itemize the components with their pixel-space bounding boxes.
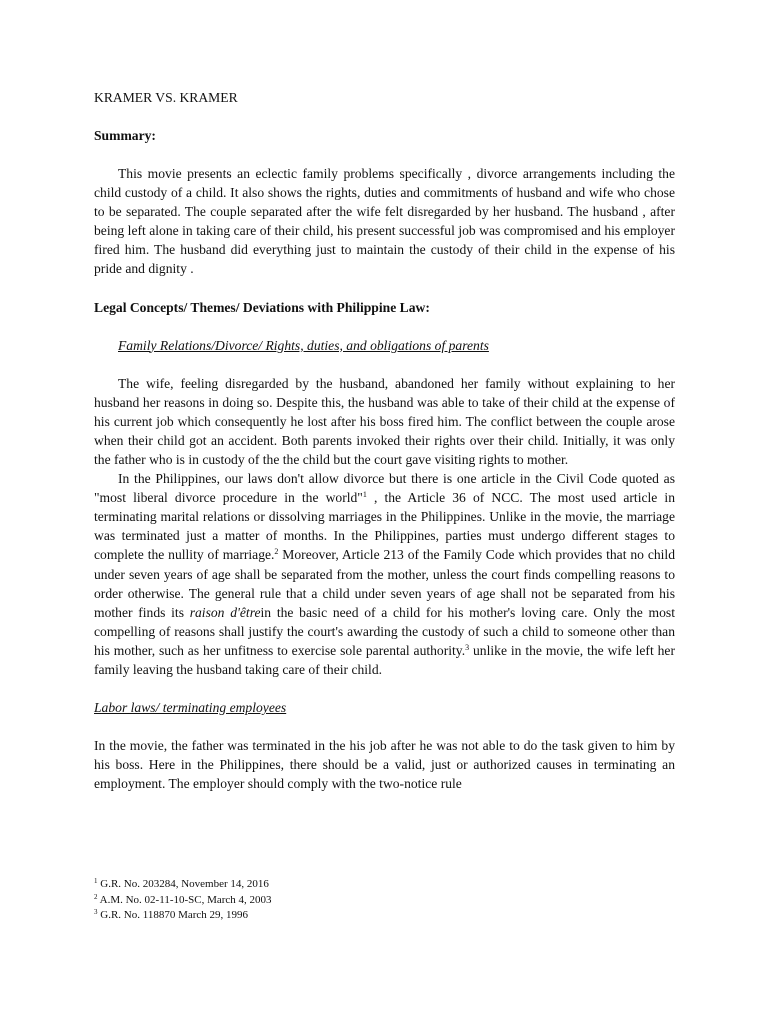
document-title: KRAMER VS. KRAMER	[94, 90, 238, 105]
labor-laws-subheading: Labor laws/ terminating employees	[94, 700, 287, 716]
footnote-ref-2: 2	[274, 547, 279, 557]
footnote-3	[94, 908, 494, 924]
footnote-ref-1: 1	[362, 490, 367, 500]
summary-heading: Summary:	[94, 128, 156, 143]
document-body	[94, 88, 675, 793]
footnote-ref-3: 3	[465, 642, 470, 652]
footnote-number: 1	[94, 877, 98, 885]
family-paragraph-1: The wife, feeling disregarded by the husband, abandoned her family without explaining to her husband her reasons in doing so. Despite this, the husband was able to take of their child at the expense of his current job which consequently he lost after his boss fired him. The conflict between the couple arose when their child got an accident. Both parents invoked their rights over their child. Initially, it was only the father who is in custody of the the child but the court gave visiting rights to mother.	[94, 375, 675, 467]
family-relations-subheading: Family Relations/Divorce/ Rights, duties, and obligations of parents	[118, 337, 489, 353]
footnote-number: 3	[94, 908, 98, 916]
footnote-1	[94, 877, 494, 893]
footnote-2	[94, 893, 494, 909]
footnote-number: 2	[94, 892, 98, 901]
footnote-text: G.R. No. 118870 March 29, 1996	[97, 909, 249, 921]
footnote-text: G.R. No. 203284, November 14, 2016	[97, 878, 269, 890]
text-run: Moreover, Article 213 of the Family Code which provides that no child under seven years of age shall be separated from the mother, unless the court finds compelling reasons to order otherwise. The general rule that a child under seven years of age shall not be separated from his mother finds its	[94, 547, 675, 620]
text-run: , the Article 36 of NCC. The most used article in terminating marital relations or dissolving marriages in the Philippines. Unlike in the movie, the marriage was terminated just a matter of months. In the Philippines, parties must undergo different stages to complete the nullity of marriage.	[94, 490, 675, 563]
summary-paragraph: This movie presents an eclectic family problems specifically , divorce arrangements including the child custody of a child. It also shows the rights, duties and commitments of husband and wife who chose to be separated. The couple separated after the wife felt disregarded by her husband. The husband , after being left alone in taking care of their child, his present successful job was compromised and his employer fired him. The husband did everything just to maintain the custody of their child in the expense of his pride and dignity .	[94, 166, 675, 277]
footnotes	[94, 877, 494, 924]
italic-phrase: raison d'être	[189, 604, 261, 620]
text-run: unlike in the movie, the wife left her family leaving the husband taking care of their child.	[94, 642, 675, 677]
text-run: In the Philippines, our laws don't allow divorce but there is one article in the Civil Code quoted as "most liberal divorce procedure in the world"	[94, 471, 675, 506]
labor-paragraph-1: In the movie, the father was terminated in the his job after he was not able to do the task given to him by his boss. Here in the Philippines, there should be a valid, just or authorized causes in terminating an employment. The employer should comply with the two-notice rule	[94, 738, 675, 792]
text-run: in the basic need of a child for his mother's loving care. Only the most compelling of reasons shall justify the court's awarding the custody of such a child to someone other than his mother, such as her unfitness to exercise sole parental authority.	[94, 604, 675, 658]
family-paragraph-2	[94, 469, 675, 679]
footnote-text: A.M. No. 02-11-10-SC, March 4, 2003	[97, 893, 272, 906]
legal-concepts-heading: Legal Concepts/ Themes/ Deviations with Philippine Law:	[94, 299, 430, 315]
